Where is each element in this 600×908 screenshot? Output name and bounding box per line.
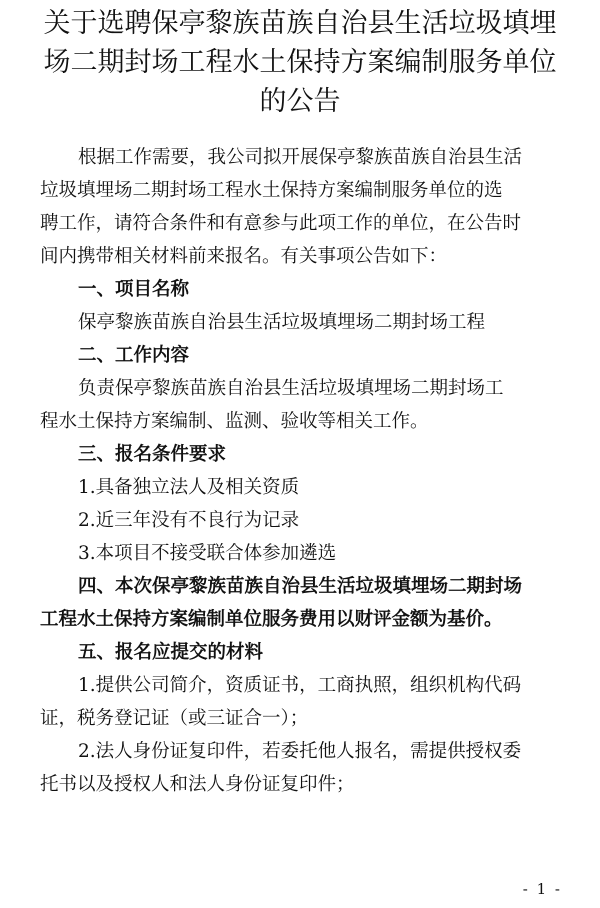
section-fee-line: 四、本次保亭黎族苗族自治县生活垃圾填埋场二期封场 [78, 576, 523, 597]
document-body [40, 141, 580, 801]
section-fee-line: 工程水土保持方案编制单位服务费用以财评金额为基价。 [40, 609, 503, 630]
material-item-line: 1.提供公司简介，资质证书，工商执照，组织机构代码 [78, 675, 522, 696]
document-title [20, 4, 580, 121]
requirement-item: 2.近三年没有不良行为记录 [78, 510, 300, 531]
work-content-line: 程水土保持方案编制、监测、验收等相关工作。 [40, 411, 429, 432]
section-heading-requirements: 三、报名条件要求 [78, 444, 227, 465]
intro-line: 根据工作需要，我公司拟开展保亭黎族苗族自治县生活 [78, 147, 523, 168]
project-name-text: 保亭黎族苗族自治县生活垃圾填埋场二期封场工程 [78, 312, 486, 333]
requirement-item: 1.具备独立法人及相关资质 [78, 477, 300, 498]
material-item-line: 2.法人身份证复印件，若委托他人报名，需提供授权委 [78, 741, 522, 762]
material-item-line: 证，税务登记证（或三证合一）； [40, 708, 309, 729]
work-content-line: 负责保亭黎族苗族自治县生活垃圾填埋场二期封场工 [78, 378, 504, 399]
intro-line: 垃圾填埋场二期封场工程水土保持方案编制服务单位的选 [40, 180, 503, 201]
requirement-item: 3.本项目不接受联合体参加遴选 [78, 543, 337, 564]
section-heading-materials: 五、报名应提交的材料 [78, 642, 264, 663]
page-number: - 1 - [522, 880, 562, 898]
section-heading-project-name: 一、项目名称 [78, 279, 190, 300]
intro-line: 间内携带相关材料前来报名。有关事项公告如下： [40, 246, 448, 267]
title-line: 场二期封场工程水土保持方案编制服务单位 [43, 47, 557, 78]
intro-line: 聘工作，请符合条件和有意参与此项工作的单位，在公告时 [40, 213, 522, 234]
material-item-line: 托书以及授权人和法人身份证复印件； [40, 774, 355, 795]
title-line: 关于选聘保亭黎族苗族自治县生活垃圾填埋 [43, 8, 557, 39]
title-line: 的公告 [259, 86, 341, 117]
section-heading-work-content: 二、工作内容 [78, 345, 190, 366]
